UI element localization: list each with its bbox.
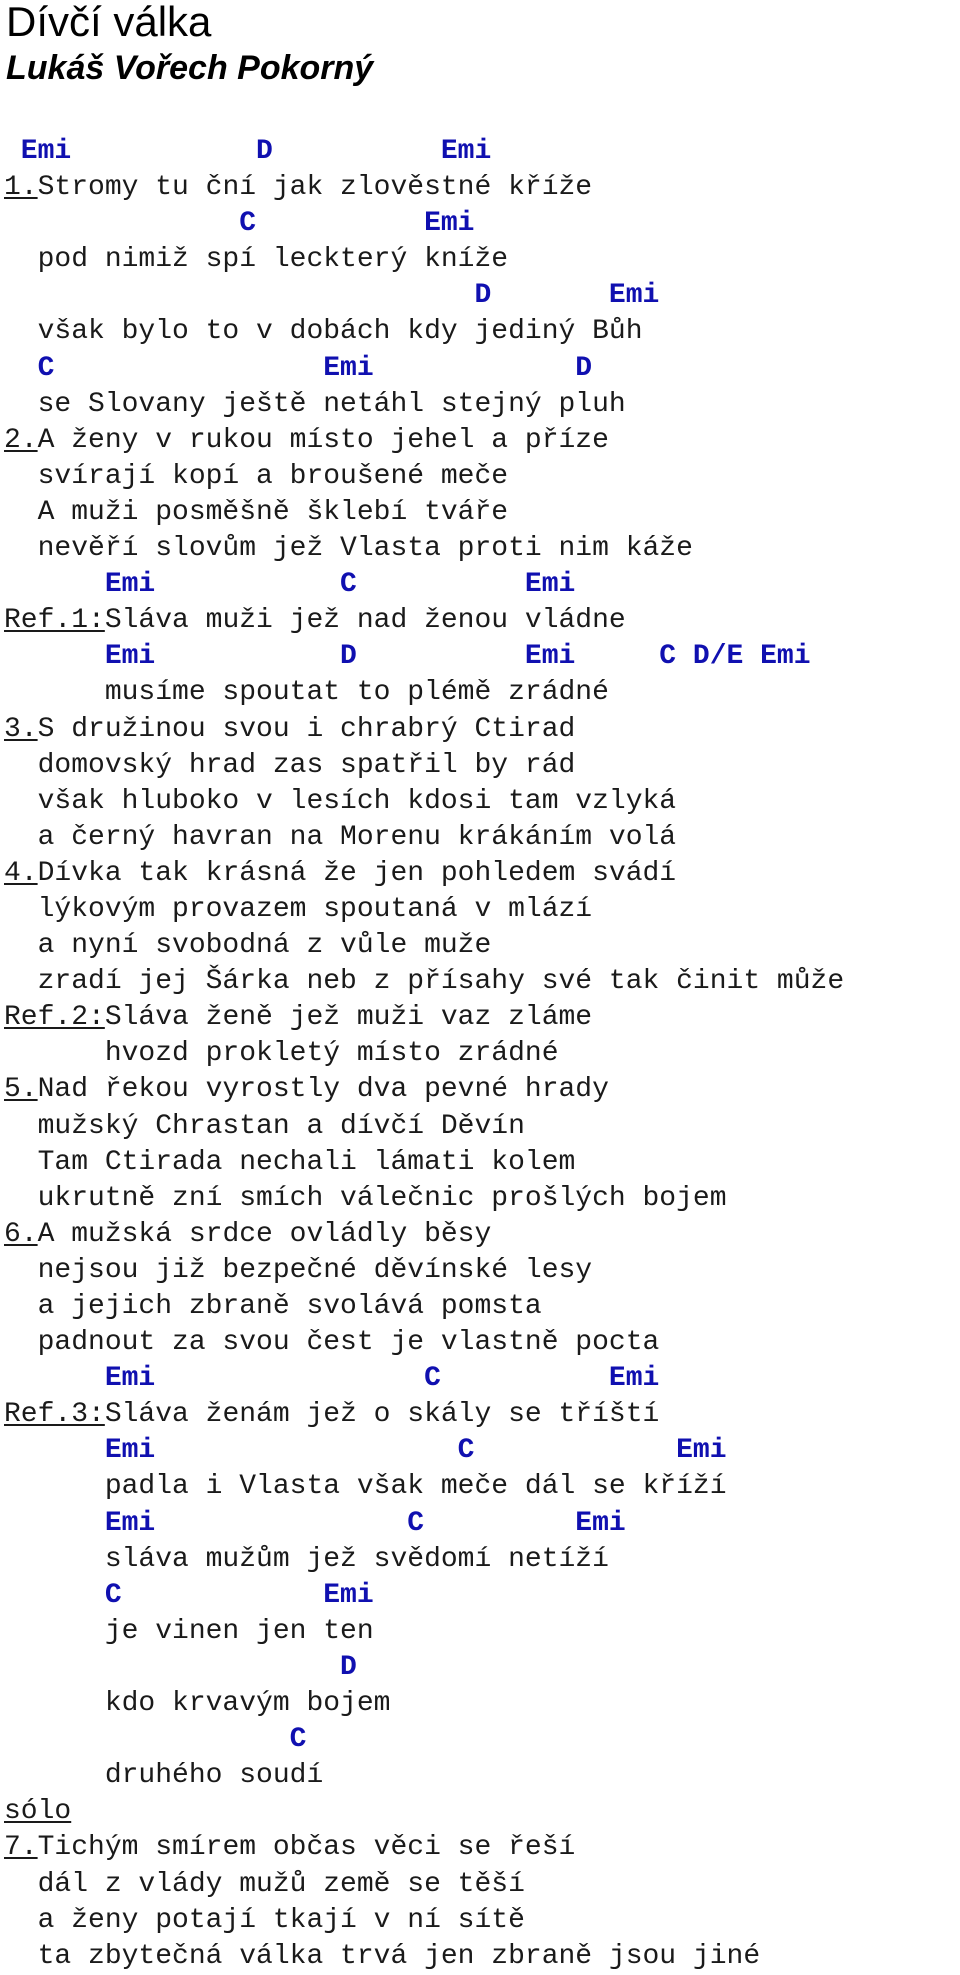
- lyric-line: [4, 820, 960, 856]
- lyric-text: druhého soudí: [4, 1760, 324, 1792]
- lyric-line: [4, 1867, 960, 1903]
- lyric-text: a nyní svobodná z vůle muže: [4, 930, 492, 962]
- verse-label: Ref.2:: [4, 1002, 105, 1034]
- lyric-text: však hluboko v lesích kdosi tam vzlyká: [4, 785, 677, 817]
- chord-text: C Emi D: [4, 352, 593, 384]
- lyric-line: [4, 712, 960, 748]
- song-body: [4, 134, 960, 1975]
- verse-label: Ref.1:: [4, 605, 105, 637]
- chord-line: [4, 134, 960, 170]
- verse-label: 4.: [4, 857, 38, 889]
- chord-line: [4, 1722, 960, 1758]
- chord-text: Emi C Emi: [4, 1507, 626, 1539]
- lyric-line: [4, 1181, 960, 1217]
- lyric-line: [4, 1000, 960, 1036]
- lyric-text: kdo krvavým bojem: [4, 1688, 391, 1720]
- verse-label: sólo: [4, 1796, 72, 1828]
- lyric-line: [4, 387, 960, 423]
- chord-text: Emi D Emi: [4, 136, 492, 167]
- lyric-text: však bylo to v dobách kdy jediný Bůh: [4, 316, 643, 348]
- lyric-line: [4, 314, 960, 350]
- chord-line: [4, 1578, 960, 1614]
- lyric-line: [4, 1217, 960, 1253]
- lyric-line: [4, 1903, 960, 1939]
- chord-line: [4, 1506, 960, 1542]
- verse-label: Ref.3:: [4, 1399, 105, 1431]
- lyric-text: S družinou svou i chrabrý Ctirad: [37, 713, 576, 745]
- lyric-line: [4, 964, 960, 1000]
- lyric-text: ukrutně zní smích válečnic prošlých bojem: [4, 1182, 727, 1214]
- lyric-line: [4, 603, 960, 639]
- lyric-line: [4, 495, 960, 531]
- lyric-text: svírají kopí a broušené meče: [4, 460, 509, 492]
- lyric-line: [4, 1397, 960, 1433]
- lyric-line: [4, 928, 960, 964]
- lyric-line: [4, 1145, 960, 1181]
- lyric-text: hvozd prokletý místo zrádné: [4, 1038, 559, 1070]
- lyric-text: Tam Ctirada nechali lámati kolem: [4, 1146, 576, 1178]
- lyric-line: [4, 531, 960, 567]
- lyric-text: sláva mužům jež svědomí netíží: [4, 1543, 609, 1575]
- lyric-text: se Slovany ještě netáhl stejný pluh: [4, 388, 626, 420]
- chord-text: D: [4, 1651, 357, 1683]
- lyric-line: [4, 1758, 960, 1794]
- lyric-text: musíme spoutat to plémě zrádné: [4, 677, 609, 709]
- lyric-text: pod nimiž spí leckterý kníže: [4, 244, 509, 276]
- lyric-text: A ženy v rukou místo jehel a příze: [37, 424, 609, 456]
- lyric-line: [4, 423, 960, 459]
- lyric-text: Sláva muži jež nad ženou vládne: [104, 605, 626, 637]
- lyric-line: [4, 1794, 960, 1830]
- lyric-text: ta zbytečná válka trvá jen zbraně jsou jiné: [4, 1940, 761, 1972]
- lyric-text: nejsou již bezpečné děvínské lesy: [4, 1254, 593, 1286]
- chord-line: [4, 1433, 960, 1469]
- lyric-text: a černý havran na Morenu krákáním volá: [4, 821, 677, 853]
- lyric-line: [4, 1253, 960, 1289]
- verse-label: 7.: [4, 1832, 38, 1864]
- lyric-text: a jejich zbraně svolává pomsta: [4, 1291, 542, 1322]
- chord-line: [4, 1361, 960, 1397]
- lyric-line: [4, 1289, 960, 1325]
- song-author: Lukáš Vořech Pokorný: [6, 49, 374, 87]
- lyric-text: lýkovým provazem spoutaná v mlází: [4, 893, 593, 925]
- lyric-text: Sláva ženám jež o skály se tříští: [104, 1399, 660, 1431]
- chord-text: Emi C Emi: [4, 1363, 660, 1395]
- lyric-text: Dívka tak krásná že jen pohledem svádí: [37, 857, 677, 889]
- chord-text: C: [4, 1724, 307, 1756]
- lyric-line: [4, 1072, 960, 1108]
- verse-label: 5.: [4, 1074, 38, 1106]
- lyric-text: zradí jej Šárka neb z přísahy své tak činit může: [4, 966, 845, 998]
- lyric-line: [4, 675, 960, 711]
- chord-text: C Emi: [4, 208, 475, 240]
- lyric-text: Stromy tu ční jak zlověstné kříže: [37, 172, 593, 204]
- verse-label: 3.: [4, 713, 38, 745]
- lyric-line: [4, 242, 960, 278]
- lyric-line: [4, 1830, 960, 1866]
- lyric-text: je vinen jen ten: [4, 1615, 374, 1647]
- verse-label: 6.: [4, 1218, 38, 1250]
- chord-line: [4, 639, 960, 675]
- lyric-text: Sláva ženě jež muži vaz zláme: [104, 1002, 593, 1034]
- lyric-line: [4, 892, 960, 928]
- chord-line: [4, 567, 960, 603]
- lyric-line: [4, 856, 960, 892]
- lyric-line: [4, 1686, 960, 1722]
- lyric-text: padnout za svou čest je vlastně pocta: [4, 1327, 660, 1359]
- verse-label: 2.: [4, 424, 38, 456]
- chord-line: [4, 351, 960, 387]
- chord-line: [4, 278, 960, 314]
- lyric-text: nevěří slovům jež Vlasta proti nim káže: [4, 533, 693, 565]
- chord-text: Emi D Emi C D/E Emi: [4, 641, 811, 673]
- lyric-line: [4, 1939, 960, 1975]
- lyric-text: Tichým smírem občas věci se řeší: [37, 1832, 576, 1864]
- chord-line: [4, 206, 960, 242]
- lyric-line: [4, 1325, 960, 1361]
- lyric-line: [4, 1542, 960, 1578]
- song-title: Dívčí válka: [6, 0, 212, 45]
- lyric-line: [4, 170, 960, 206]
- lyric-text: a ženy potají tkají v ní sítě: [4, 1904, 525, 1936]
- lyric-line: [4, 1036, 960, 1072]
- lyric-text: padla i Vlasta však meče dál se kříží: [4, 1471, 727, 1503]
- lyric-text: mužský Chrastan a dívčí Děvín: [4, 1110, 525, 1142]
- lyric-line: [4, 748, 960, 784]
- chord-line: [4, 1650, 960, 1686]
- lyric-text: domovský hrad zas spatřil by rád: [4, 749, 576, 781]
- lyric-line: [4, 459, 960, 495]
- chord-text: Emi C Emi: [4, 569, 576, 601]
- chord-text: Emi C Emi: [4, 1435, 727, 1467]
- verse-label: 1.: [4, 172, 38, 204]
- chord-text: C Emi: [4, 1579, 374, 1611]
- lyric-text: Nad řekou vyrostly dva pevné hrady: [37, 1074, 609, 1106]
- chord-text: D Emi: [4, 280, 660, 312]
- lyric-line: [4, 784, 960, 820]
- lyric-text: A mužská srdce ovládly běsy: [37, 1218, 492, 1250]
- lyric-text: A muži posměšně šklebí tváře: [4, 496, 509, 528]
- lyric-line: [4, 1109, 960, 1145]
- lyric-line: [4, 1614, 960, 1650]
- lyric-text: dál z vlády mužů země se těší: [4, 1868, 525, 1900]
- lyric-line: [4, 1469, 960, 1505]
